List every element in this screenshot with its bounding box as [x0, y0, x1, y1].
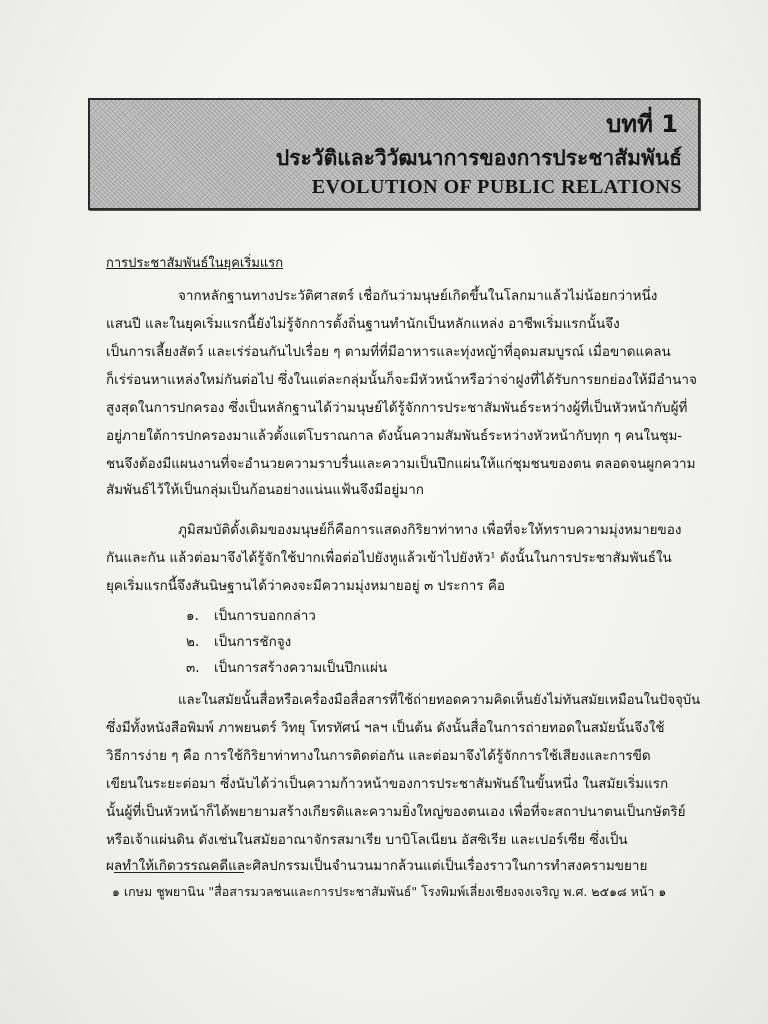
paragraph-line: ผลทำให้เกิดวรรณคดีและศิลปกรรมเป็นจำนวนมากล้วนแต่เป็นเรื่องราวในการทำสงครามขยาย: [106, 858, 648, 874]
list-marker: ๓.: [186, 660, 200, 676]
paragraph-line: หรือเจ้าแผ่นดิน ดังเช่นในสมัยอาณาจักรสมาเรีย บาบิโลเนียน อัสซิเรีย และเปอร์เซีย ซึ่งเป็น: [106, 832, 628, 848]
paragraph-line: ยุคเริ่มแรกนี้จึงสันนิษฐานได้ว่าคงจะมีความมุ่งหมายอยู่ ๓ ประการ คือ: [106, 578, 506, 594]
paragraph-line: ภูมิสมบัติดั้งเดิมของมนุษย์ก็คือการแสดงกิริยาท่าทาง เพื่อที่จะให้ทราบความมุ่งหมายของ: [178, 522, 682, 538]
list-text: เป็นการบอกกล่าว: [214, 608, 316, 624]
list-text: เป็นการชักจูง: [214, 634, 292, 650]
paragraph-line: กันและกัน แล้วต่อมาจึงได้รู้จักใช้ปากเพื่อต่อไปยังหูแล้วเข้าไปยังหัว¹ ดังนั้นในการประชาสัมพันธ์ใน: [106, 550, 672, 566]
paragraph-line: เป็นการเลี้ยงสัตว์ และเร่ร่อนกันไปเรื่อย ๆ ตามที่ที่มีอาหารและทุ่งหญ้าที่อุดมสมบูรณ์ เมื่อขาดแคลน: [106, 344, 671, 360]
list-marker: ๑.: [186, 608, 199, 624]
list-text: เป็นการสร้างความเป็นปึกแผ่น: [214, 660, 388, 676]
chapter-title-thai: ประวัติและวิวัฒนาการของการประชาสัมพันธ์: [275, 146, 682, 170]
chapter-number: บทที่ 1: [606, 110, 678, 138]
footnote: ๑ เกษม ชูพยานิน "สื่อสารมวลชนและการประชาสัมพันธ์" โรงพิมพ์เลี่ยงเชียงจงเจริญ พ.ศ. ๒๕๑๘ หน้า ๑: [112, 884, 667, 899]
paragraph-line: ก็เร่ร่อนหาแหล่งใหม่กันต่อไป ซึ่งในแต่ละกลุ่มนั้นก็จะมีหัวหน้าหรือว่าจ่าฝูงที่ได้รับการยกย่องให้มีอำนาจ: [106, 372, 697, 388]
chapter-title-english: EVOLUTION OF PUBLIC RELATIONS: [311, 176, 682, 198]
paragraph-line: วิธีการง่าย ๆ คือ การใช้กิริยาท่าทางในการติดต่อกัน และต่อมาจึงได้รู้จักการใช้เสียงและการขีด: [106, 748, 651, 764]
chapter-header-box: [88, 98, 700, 210]
paragraph-line: สัมพันธ์ไว้ให้เป็นกลุ่มเป็นก้อนอย่างแน่นแฟ้นจึงมีอยู่มาก: [106, 482, 424, 498]
list-marker: ๒.: [186, 634, 200, 650]
paragraph-line: เขียนในระยะต่อมา ซึ่งนับได้ว่าเป็นความก้าวหน้าของการประชาสัมพันธ์ในขั้นหนึ่ง ในสมัยเริ่มแรก: [106, 776, 669, 792]
paragraph-line: สูงสุดในการปกครอง ซึ่งเป็นหลักฐานได้ว่ามนุษย์ได้รู้จักการประชาสัมพันธ์ระหว่างผู้ที่เป็นหัวหน้ากับผู้ที่: [106, 400, 688, 416]
paragraph-line: ชนจึงต้องมีแผนงานที่จะอำนวยความราบรื่นและความเป็นปึกแผ่นให้แก่ชุมชนของตน ตลอดจนผูกความ: [106, 456, 696, 472]
paragraph-line: ซึ่งมีทั้งหนังสือพิมพ์ ภาพยนตร์ วิทยุ โทรทัศน์ ฯลฯ เป็นต้น ดังนั้นสื่อในการถ่ายทอดในสมัยนั้นจึงใช้: [106, 720, 665, 736]
paragraph-line: จากหลักฐานทางประวัติศาสตร์ เชื่อกันว่ามนุษย์เกิดขึ้นในโลกมาแล้วไม่น้อยกว่าหนึ่ง: [178, 288, 658, 304]
footnote-divider: [114, 872, 244, 873]
paragraph-line: นั้นผู้ที่เป็นหัวหน้าก็ได้พยายามสร้างเกียรติและความยิ่งใหญ่ของตนเอง เพื่อที่จะสถาปนาตนเป็นกษัตริย์: [106, 804, 686, 820]
paragraph-line: แสนปี และในยุคเริ่มแรกนี้ยังไม่รู้จักการตั้งถิ่นฐานทำนักเป็นหลักแหล่ง อาชีพเริ่มแรกนั้นจึง: [106, 316, 620, 332]
paragraph-line: และในสมัยนั้นสื่อหรือเครื่องมือสื่อสารที่ใช้ถ่ายทอดความคิดเห็นยังไม่ทันสมัยเหมือนในปัจจุบัน: [178, 692, 701, 708]
paragraph-line: อยู่ภายใต้การปกครองมาแล้วตั้งแต่โบราณกาล ดังนั้นความสัมพันธ์ระหว่างหัวหน้ากับทุก ๆ คนในชุม-: [106, 428, 682, 444]
section-heading: การประชาสัมพันธ์ในยุคเริ่มแรก: [106, 256, 284, 271]
